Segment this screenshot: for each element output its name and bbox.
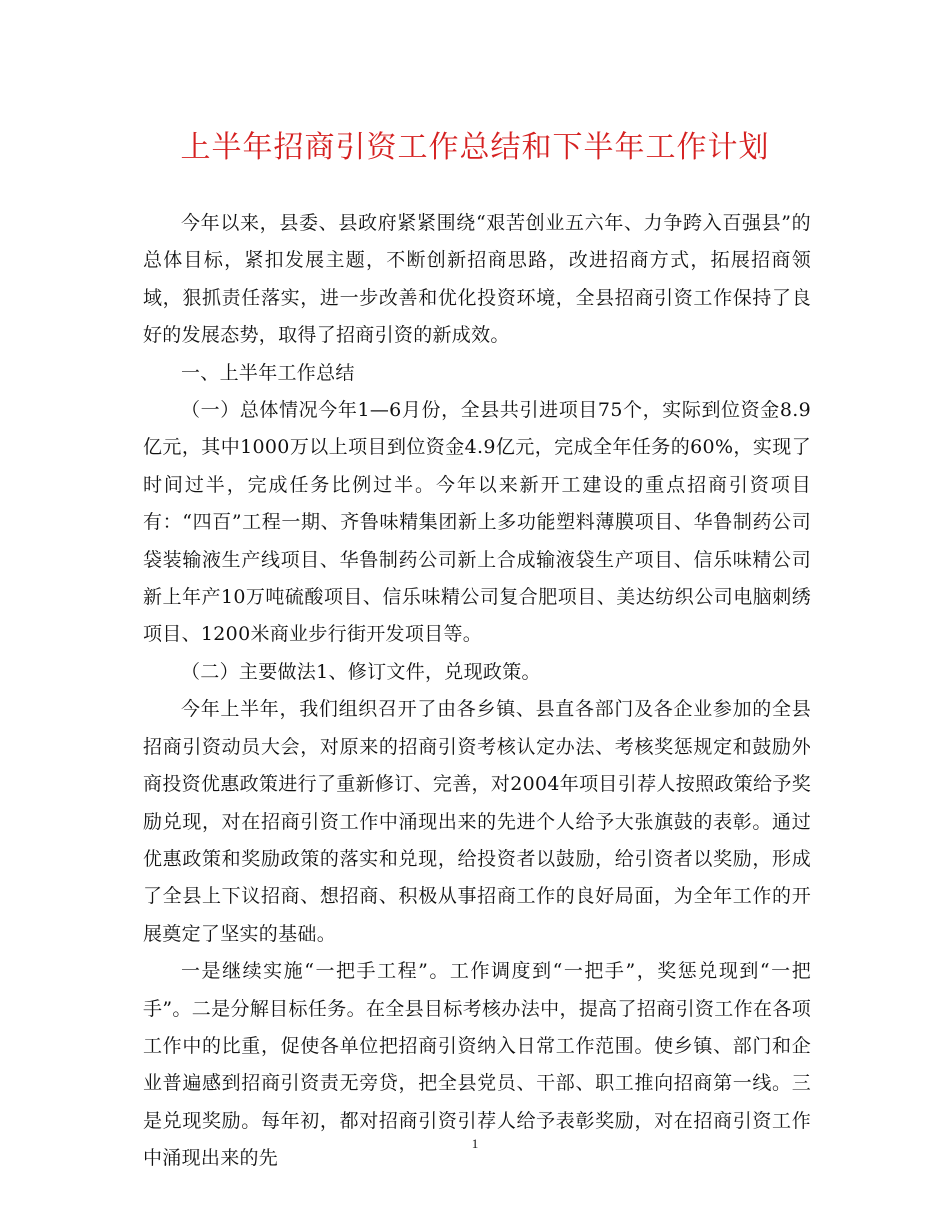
- paragraph-overall-situation: （一）总体情况今年1—6月份，全县共引进项目75个，实际到位资金8.9亿元，其中1000万以上项目到位资金4.9亿元，完成全年任务的60%，实现了时间过半，完成任务比例过半。今年以来新开工建设的重点招商引资项目有：“四百”工程一期、齐鲁味精集团新上多功能塑料薄膜项目、华鲁制药公司袋装输液生产线项目、华鲁制药公司新上合成输液袋生产项目、信乐味精公司新上年产10万吨硫酸项目、信乐味精公司复合肥项目、美达纺织公司电脑刺绣项目、1200米商业步行街开发项目等。: [143, 399, 811, 646]
- paragraph-key-measures: 一是继续实施“一把手工程”。工作调度到“一把手”，奖惩兑现到“一把手”。二是分解目标任务。在全县目标考核办法中，提高了招商引资工作在各项工作中的比重，促使各单位把招商引资纳入日常工作范围。使乡镇、部门和企业普遍感到招商引资责无旁贷，把全县党员、干部、职工推向招商第一线。三是兑现奖励。每年初，都对招商引资引荐人给予表彰奖励，对在招商引资工作中涌现出来的先: [143, 960, 811, 1170]
- document-body: [143, 205, 811, 1178]
- subheading-main-practices: （二）主要做法1、修订文件，兑现政策。: [181, 660, 541, 683]
- page-number: 1: [471, 1136, 479, 1151]
- document-title: 上半年招商引资工作总结和下半年工作计划: [180, 130, 770, 165]
- section-heading-summary: 一、上半年工作总结: [181, 361, 355, 384]
- paragraph-policy-revision: 今年上半年，我们组织召开了由各乡镇、县直各部门及各企业参加的全县招商引资动员大会，对原来的招商引资考核认定办法、考核奖惩规定和鼓励外商投资优惠政策进行了重新修订、完善，对2004年项目引荐人按照政策给予奖励兑现，对在招商引资工作中涌现出来的先进个人给予大张旗鼓的表彰。通过优惠政策和奖励政策的落实和兑现，给投资者以鼓励，给引资者以奖励，形成了全县上下议招商、想招商、积极从事招商工作的良好局面，为全年工作的开展奠定了坚实的基础。: [143, 698, 811, 945]
- paragraph-intro: 今年以来，县委、县政府紧紧围绕“艰苦创业五六年、力争跨入百强县”的总体目标，紧扣发展主题，不断创新招商思路，改进招商方式，拓展招商领域，狠抓责任落实，进一步改善和优化投资环境，全县招商引资工作保持了良好的发展态势，取得了招商引资的新成效。: [143, 212, 811, 347]
